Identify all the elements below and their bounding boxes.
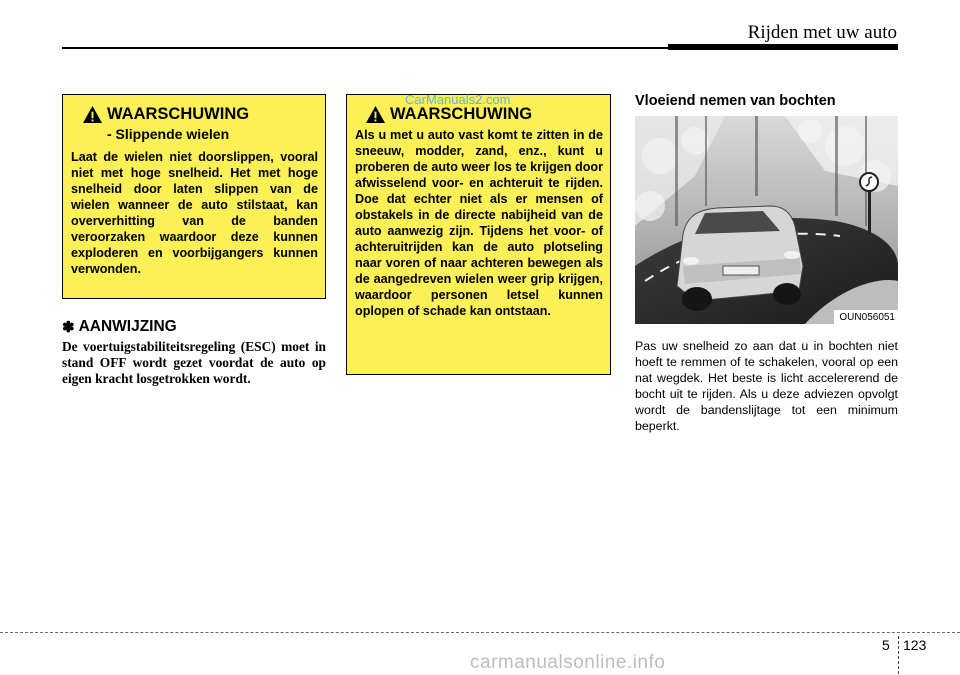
warning-box-stuck-vehicle (346, 94, 611, 375)
page-number: 123 (903, 637, 927, 653)
cornering-car-photo (635, 116, 898, 324)
header-rule-thick (668, 44, 898, 50)
warning-triangle-icon (365, 105, 386, 124)
watermark-link[interactable]: CarManuals2.com (405, 92, 511, 107)
image-reference-label: OUN056051 (834, 310, 898, 324)
header-rule (62, 47, 668, 49)
note-heading-text: AANWIJZING (78, 318, 177, 335)
note-heading (62, 318, 177, 336)
footer-watermark[interactable]: carmanualsonline.info (470, 652, 666, 673)
warning-body: Laat de wielen niet doorslippen, vooral niet met hoge snelheid. Het met hoge snelheid door laten slippen van de wielen wanneer de auto stilstaat, kan oververhitting van de banden veroorzaken waardoor deze kunnen exploderen en voorbijgangers kunnen verwonden. (71, 150, 318, 276)
chapter-number: 5 (882, 637, 890, 653)
note-body: De voertuigstabiliteitsregeling (ESC) moet in stand OFF wordt gezet voordat de auto op eigen kracht losgetrokken wordt. (62, 339, 326, 386)
note-symbol-icon: ✽ (62, 319, 75, 336)
section-body: Pas uw snelheid zo aan dat u in bochten niet hoeft te remmen of te schakelen, vooral op een nat wegdek. Het beste is licht accelererend de bocht uit te rijden. Als u deze adviezen opvolgt wordt de bandenslijtage tot een minimum beperkt. (635, 339, 898, 433)
warning-subheading: - Slippende wielen (107, 126, 230, 142)
warning-body: Als u met u auto vast komt te zitten in de sneeuw, modder, zand, enz., kunt u proberen de auto weer los te krijgen door afwisselend voor- en achteruit te rijden. Doe dat echter niet als er mensen of obstakels in de directe nabijheid van de auto aanwezig zijn. Tijdens het voor- of achteruitrijden kan de auto plotseling naar voren of naar achteren bewegen als de aangedreven wielen weer grip krijgen, waardoor personen letsel kunnen oplopen of schade kan ontstaan. (355, 128, 603, 318)
warning-header (355, 104, 603, 124)
warning-box-slipping-wheels (62, 94, 326, 299)
warning-header (71, 104, 318, 124)
warning-triangle-icon (82, 105, 103, 124)
page-header-title: Rijden met uw auto (747, 22, 897, 43)
footer-rule (0, 632, 960, 633)
page-number-divider (898, 636, 899, 674)
warning-heading: WAARSCHUWING (390, 105, 533, 123)
warning-heading: WAARSCHUWING (107, 105, 250, 123)
section-title: Vloeiend nemen van bochten (635, 93, 836, 109)
winter-road-illustration (635, 116, 898, 324)
